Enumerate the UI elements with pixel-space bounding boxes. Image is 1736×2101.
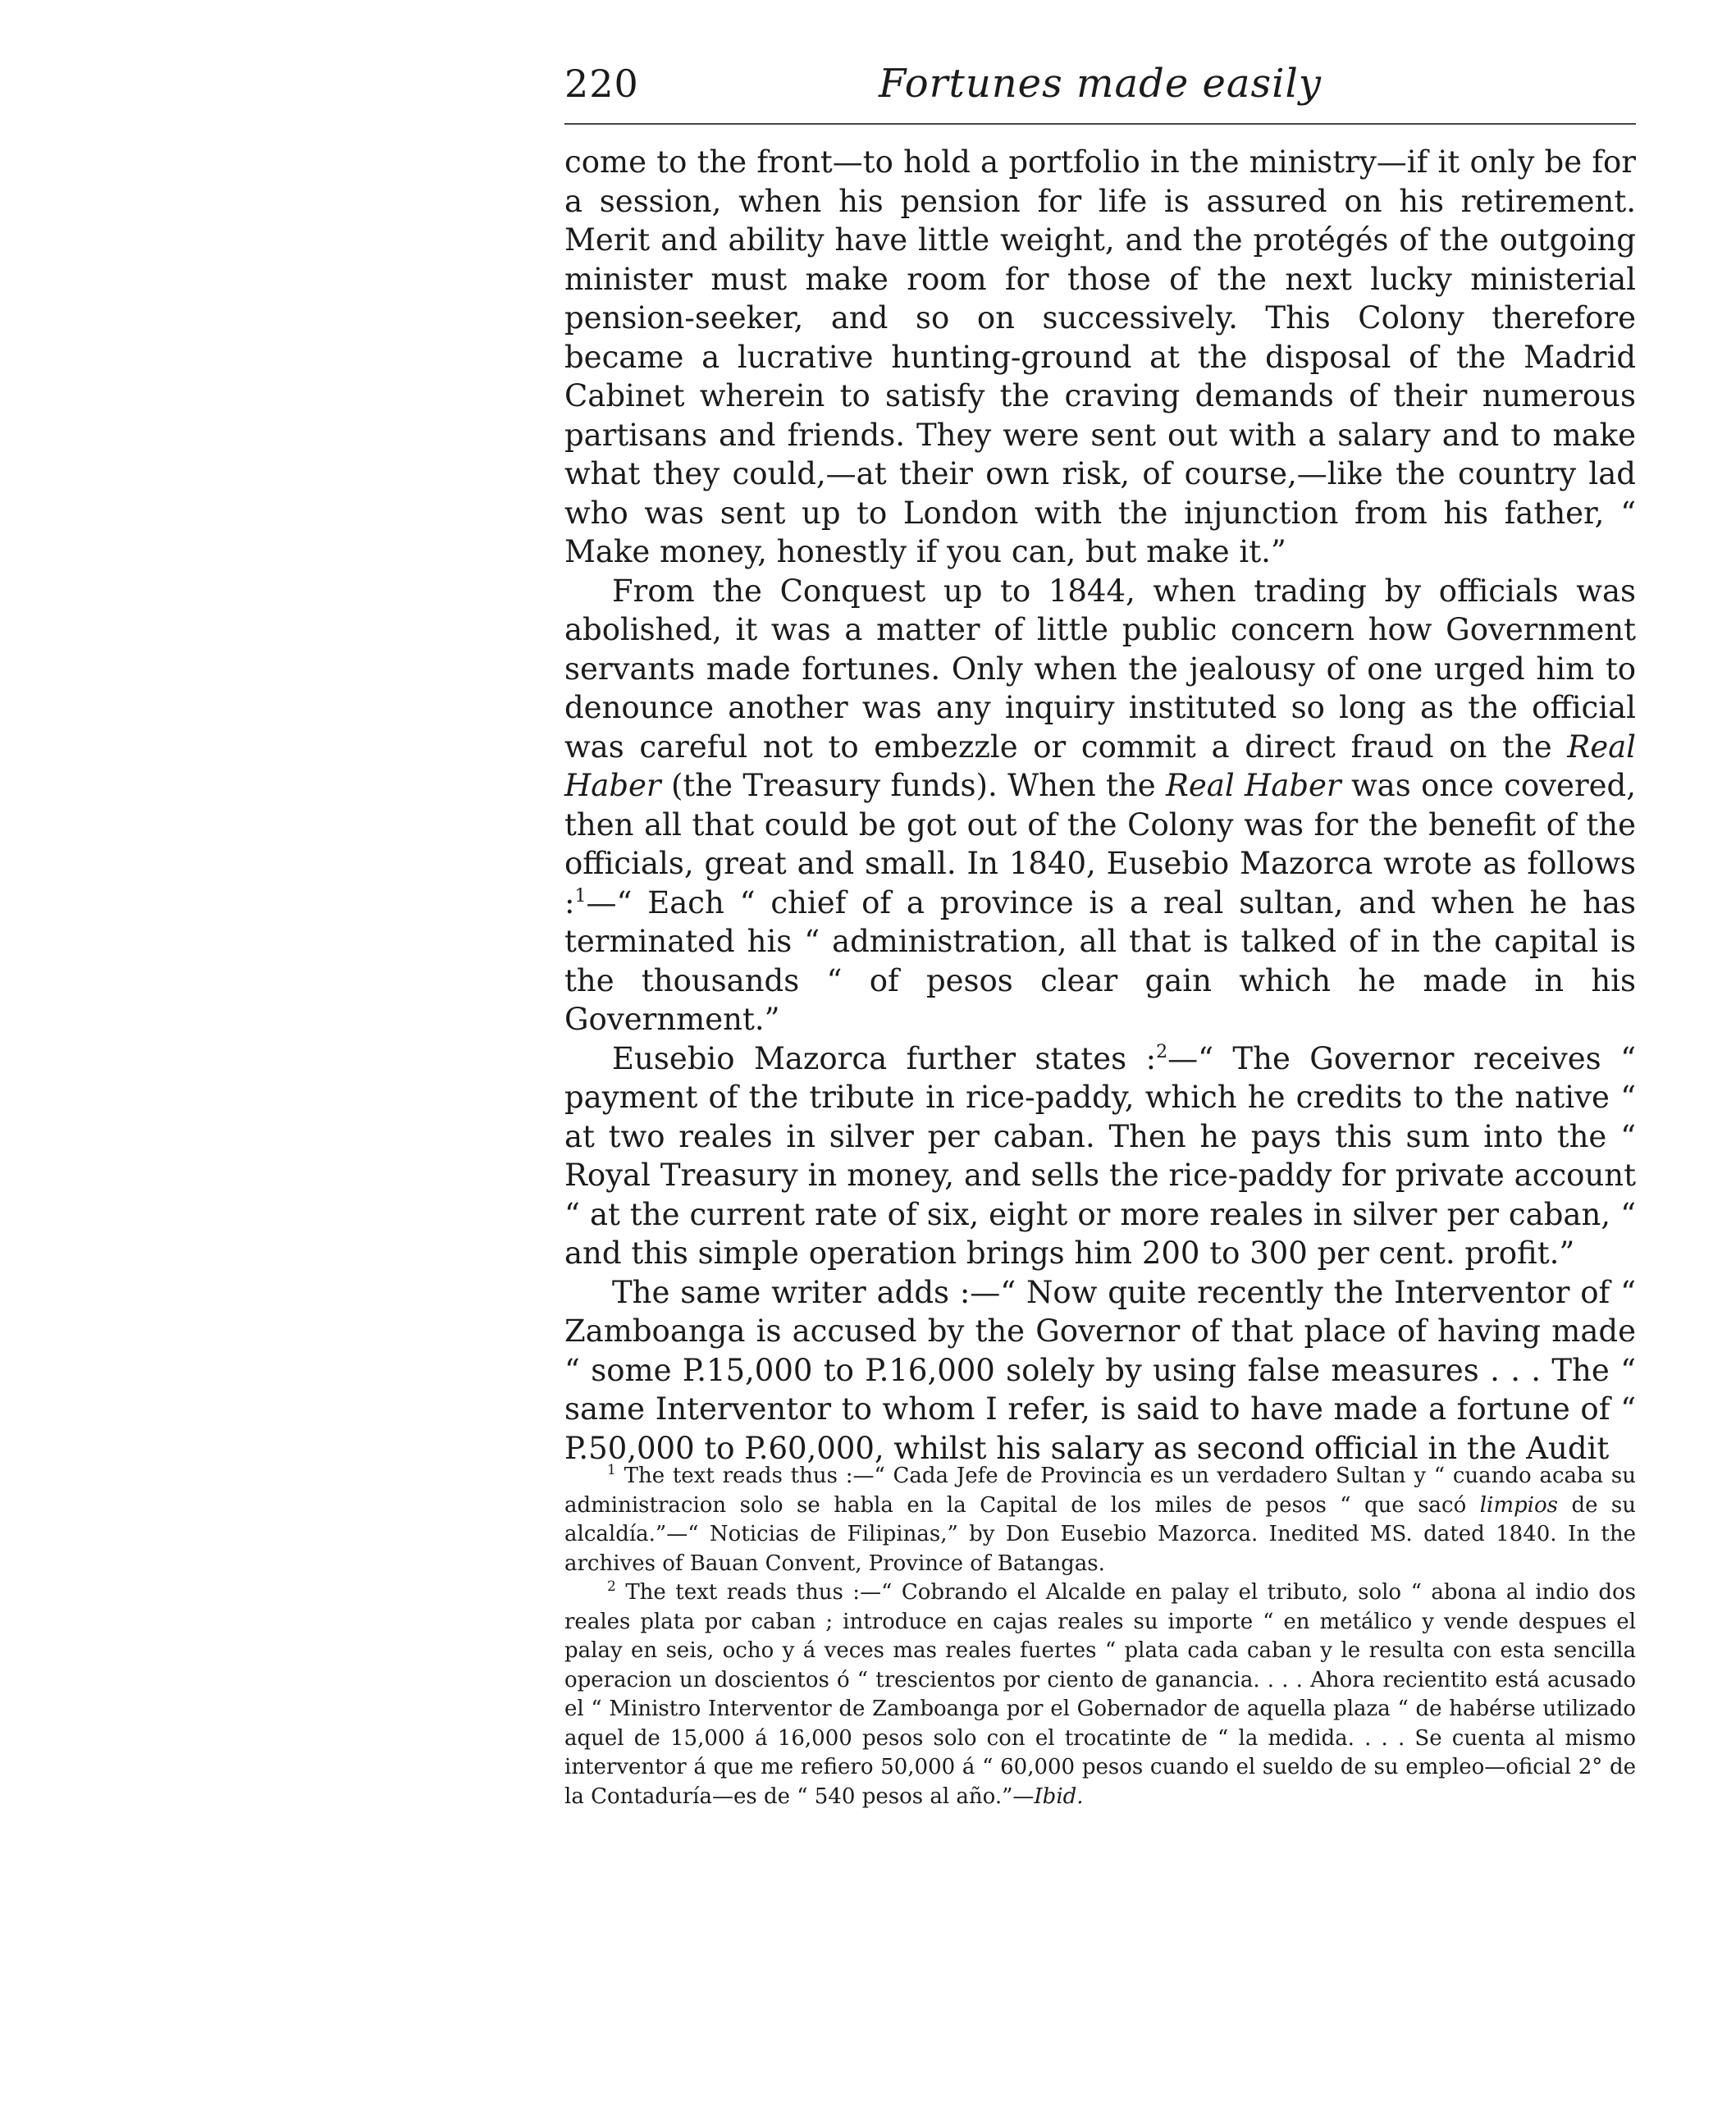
footnote-1 (564, 1462, 1636, 1578)
main-text (564, 143, 1636, 1468)
real-haber-term-1: Real Haber (564, 728, 1637, 803)
footnote-1-text-b: de su alcaldía.”—“ Noticias de Filipinas,” by Don Eusebio Mazorca. Inedited MS. dated 1840. In the archives of Bauan Convent, Province of Batangas. (564, 1492, 1637, 1576)
paragraph-3 (564, 1039, 1636, 1273)
footnote-2 (564, 1578, 1636, 1811)
paragraph-3-quote: —“ The Governor receives “ payment of the tribute in rice-paddy, which he credits to the native “ at two reales in silver per caban. Then he pays this sum into the “ Royal Treasury in money, and sells the rice-paddy for private account “ at the current rate of six, eight or more reales in silver per caban, “ and this simple operation brings him 200 to 300 per cent. profit.” (564, 1040, 1636, 1271)
footnote-ref-2: 2 (1156, 1041, 1168, 1062)
footnote-1-text-a: The text reads thus :—“ Cada Jefe de Provincia es un verdadero Sultan y “ cuando acaba su administracion solo se habla en la Capital de los miles de pesos “ que sacó (564, 1464, 1637, 1518)
footnotes (564, 1462, 1636, 1811)
paragraph-2 (564, 572, 1636, 1039)
footnote-1-mark: 1 (607, 1462, 616, 1478)
paragraph-4 (564, 1273, 1636, 1468)
paragraph-2-text-b: (the Treasury funds). When the (670, 768, 1156, 803)
real-haber-term-2: Real Haber (1166, 768, 1341, 803)
limpios-term: limpios (1479, 1492, 1558, 1518)
paragraph-2-text-a: From the Conquest up to 1844, when trading by officials was abolished, it was a matter of little public concern how Government servants made fortunes. Only when the jealousy of one urged him to denounce another was any inquiry instituted so long as the official was careful not to embezzle or commit a direct fraud on the (564, 573, 1636, 765)
paragraph-1 (564, 143, 1636, 572)
paragraph-4-text: The same writer adds :—“ Now quite recently the Interventor of “ Zamboanga is accused by the Governor of that place of having made “ some P.15,000 to P.16,000 solely by using false measures . . . The “ same Interventor to whom I refer, is said to have made a fortune of “ P.50,000 to P.60,000, whilst his salary as second official in the Audit (564, 1274, 1636, 1466)
footnote-ref-1: 1 (574, 885, 587, 907)
running-title: Fortunes made easily (879, 61, 1322, 107)
page-number: 220 (564, 62, 639, 106)
footnote-2-text: The text reads thus :—“ Cobrando el Alcalde en palay el tributo, solo “ abona al indio dos reales plata por caban ; introduce en cajas reales su importe “ en metálico y vende despues el palay en seis, ocho y á veces mas reales fuertes “ plata cada caban y le resulta con esta sencilla operacion un doscientos ó “ trescientos por ciento de ganancia. . . . Ahora recientito está acusado el “ Ministro Interventor de Zamboanga por el Gobernador de aquella plaza “ de habérse utilizado aquel de 15,000 á 16,000 pesos solo con el trocatinte de “ la medida. . . . Se cuenta al mismo interventor á que me refiero 50,000 á “ 60,000 pesos cuando el sueldo de su empleo—oficial 2° de la Contaduría—es de “ 540 pesos al año.”— (564, 1580, 1637, 1809)
paragraph-3-text-a: Eusebio Mazorca further states : (612, 1040, 1157, 1076)
ibid-term: Ibid. (1034, 1784, 1084, 1809)
header-rule (564, 123, 1636, 125)
paragraph-1-text: come to the front—to hold a portfolio in the ministry—if it only be for a session, when his pension for life is assured on his retirement. Merit and ability have little weight, and the protégés of the outgoing minister must make room for those of the next lucky ministerial pension-seeker, and so on successively. This Colony therefore became a lucrative hunting-ground at the disposal of the Madrid Cabinet wherein to satisfy the craving demands of their numerous partisans and friends. They were sent out with a salary and to make what they could,—at their own risk, of course,—like the country lad who was sent up to London with the injunction from his father, “ Make money, honestly if you can, but make it.” (564, 144, 1636, 569)
paragraph-2-text-c: was once covered, then all that could be got out of the Colony was for the benefit of the officials, great and small. In 1840, Eusebio Mazorca wrote as follows : (564, 768, 1636, 920)
footnote-2-mark: 2 (607, 1578, 616, 1595)
paragraph-2-quote: —“ Each “ chief of a province is a real sultan, and when he has terminated his “ administration, all that is talked of in the capital is the thousands “ of pesos clear gain which he made in his Government.” (564, 884, 1636, 1037)
page-header (564, 51, 1636, 113)
